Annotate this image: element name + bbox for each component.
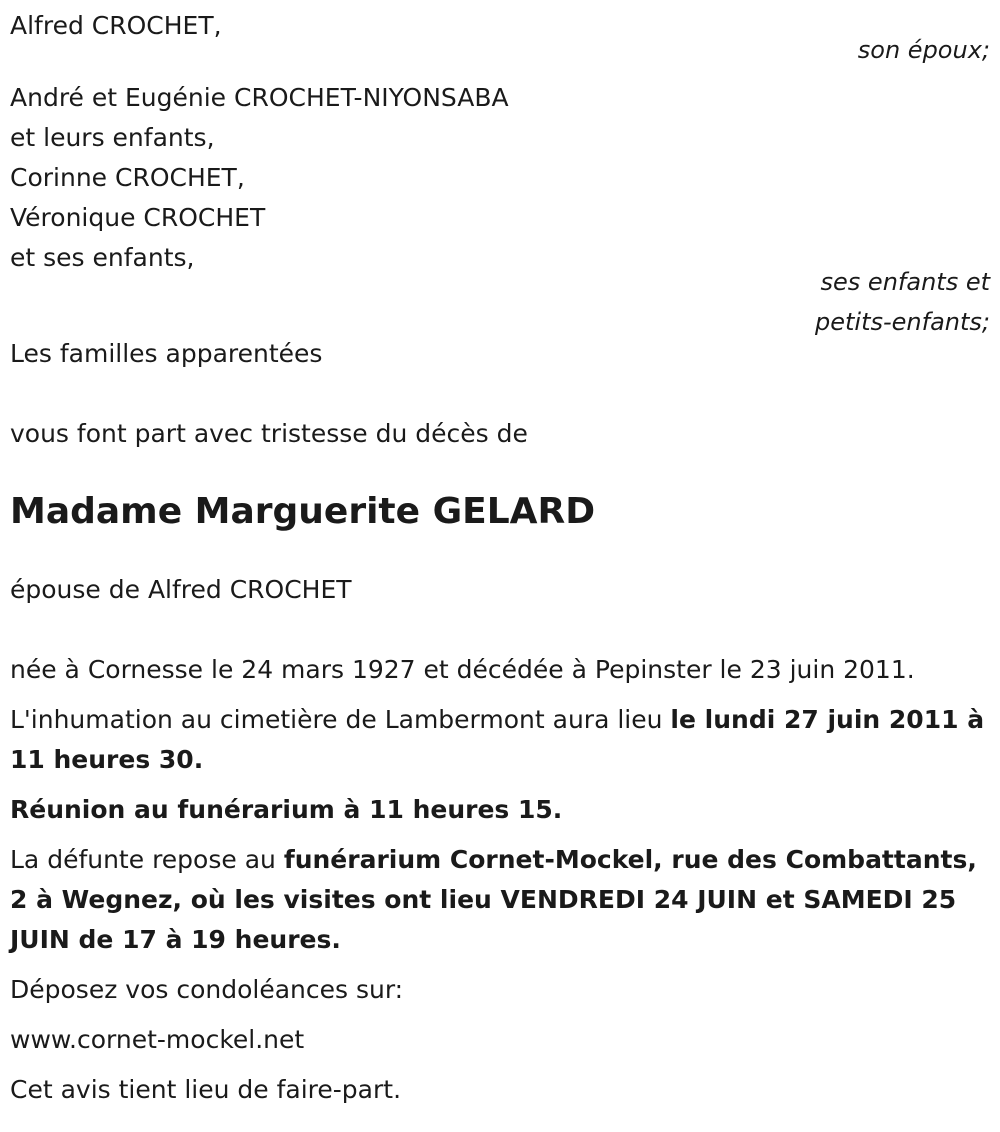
burial-info — [10, 700, 990, 780]
birth-death-info: née à Cornesse le 24 mars 1927 et décédée à Pepinster le 23 juin 2011. — [10, 655, 915, 684]
child-line-1: André et Eugénie CROCHET-NIYONSABA — [10, 83, 509, 112]
rest-details: funérarium Cornet-Mockel, rue des Combattants, 2 à Wegnez, où les visites ont lieu VENDREDI 24 JUIN et SAMEDI 25 JUIN de 17 à 19 heures. — [10, 845, 977, 954]
website-link[interactable]: www.cornet-mockel.net — [10, 1025, 305, 1054]
husband-role: son époux; — [857, 36, 990, 64]
children-role-line-2: petits-enfants; — [815, 308, 990, 336]
child-line-5: et ses enfants, — [10, 243, 195, 272]
children-role-line-1: ses enfants et — [820, 268, 990, 296]
spouse-of: épouse de Alfred CROCHET — [10, 575, 352, 604]
announcement-text: vous font part avec tristesse du décès de — [10, 419, 528, 448]
condolences-text: Déposez vos condoléances sur: — [10, 975, 404, 1004]
child-line-3: Corinne CROCHET, — [10, 163, 245, 192]
deceased-name: Madame Marguerite GELARD — [10, 491, 596, 532]
rest-info — [10, 840, 990, 960]
meeting-info: Réunion au funérarium à 11 heures 15. — [10, 795, 563, 824]
child-line-2: et leurs enfants, — [10, 123, 215, 152]
child-line-4: Véronique CROCHET — [10, 203, 266, 232]
burial-date: le lundi 27 juin 2011 à 11 heures 30. — [10, 705, 985, 774]
rest-text: La défunte repose au — [10, 845, 284, 874]
husband-name: Alfred CROCHET, — [10, 11, 222, 40]
closing-text: Cet avis tient lieu de faire-part. — [10, 1075, 402, 1104]
obituary-notice — [10, 0, 990, 1110]
related-families: Les familles apparentées — [10, 339, 323, 368]
burial-text: L'inhumation au cimetière de Lambermont aura lieu — [10, 705, 671, 734]
